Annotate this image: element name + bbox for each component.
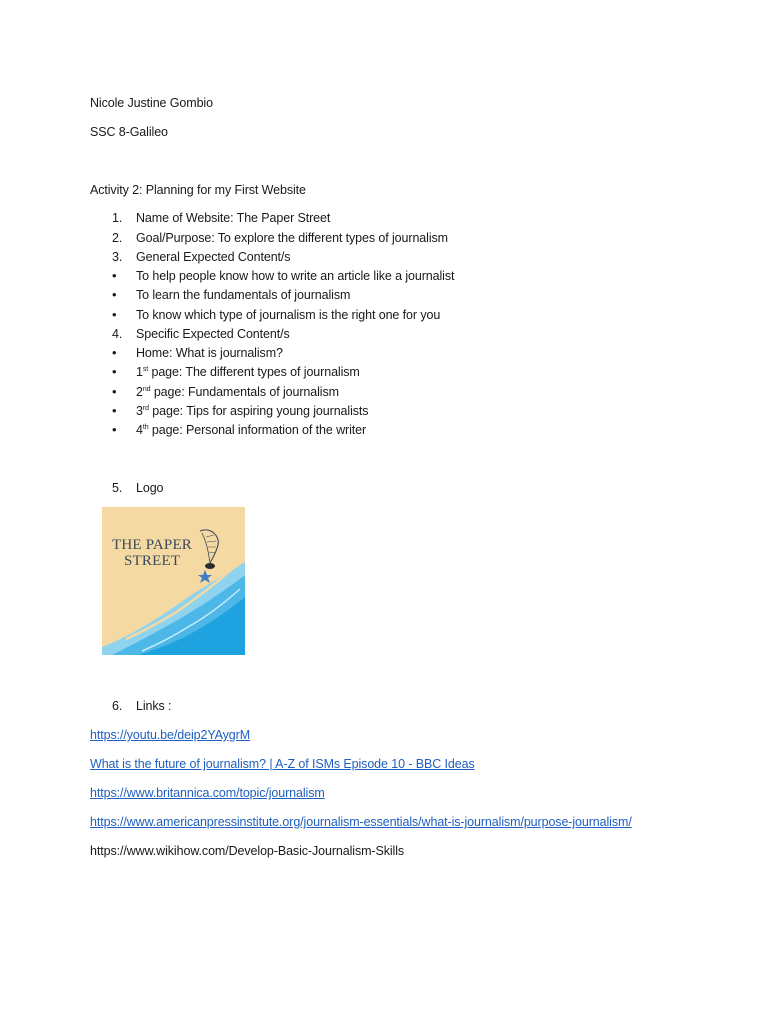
list-marker: 1.	[112, 211, 123, 225]
list-item-text: Logo	[136, 481, 164, 495]
list-item-website-name	[112, 210, 330, 226]
ordinal-suffix: nd	[142, 385, 151, 393]
list-marker: 4.	[112, 327, 123, 341]
link-youtube[interactable]: https://youtu.be/deip2YAygrM	[90, 728, 251, 742]
bullet-item	[112, 422, 366, 438]
list-marker: 3.	[112, 250, 123, 264]
bullet-item	[112, 403, 368, 419]
list-marker: 5.	[112, 481, 123, 495]
logo-text-line2: STREET	[124, 553, 181, 569]
section-name: SSC 8-Galileo	[90, 125, 168, 139]
bullet-item	[112, 384, 339, 400]
bullet-item	[112, 364, 360, 380]
list-item-text: Name of Website: The Paper Street	[136, 211, 331, 225]
logo-text-line1: THE PAPER	[112, 537, 193, 553]
author-name: Nicole Justine Gombio	[90, 96, 213, 110]
bullet-text: To help people know how to write an article like a journalist	[136, 269, 455, 283]
bullet-marker: •	[112, 422, 117, 437]
list-marker: 2.	[112, 231, 123, 245]
bullet-marker: •	[112, 268, 117, 283]
bullet-text: page: Personal information of the writer	[148, 423, 367, 437]
list-item-goal	[112, 230, 448, 246]
page-number: 1	[136, 365, 143, 379]
bullet-text: page: Fundamentals of journalism	[150, 385, 339, 399]
bullet-item	[112, 307, 440, 323]
bullet-text: page: The different types of journalism	[148, 365, 360, 379]
activity-title: Activity 2: Planning for my First Website	[90, 183, 306, 197]
page-number: 2	[136, 385, 143, 399]
bullet-text: page: Tips for aspiring young journalists	[148, 404, 369, 418]
list-marker: 6.	[112, 699, 123, 713]
list-item-logo	[112, 480, 163, 496]
list-item-specific-content	[112, 326, 290, 342]
link-britannica[interactable]: https://www.britannica.com/topic/journalism	[90, 786, 325, 800]
list-item-links	[112, 698, 171, 714]
bullet-marker: •	[112, 287, 117, 302]
list-item-text: Links :	[136, 699, 172, 713]
list-item-text: Specific Expected Content/s	[136, 327, 290, 341]
website-logo	[102, 507, 245, 655]
bullet-item	[112, 345, 283, 361]
bullet-item	[112, 268, 454, 284]
list-item-general-content	[112, 249, 290, 265]
link-bbc-ideas[interactable]: What is the future of journalism? | A-Z of ISMs Episode 10 - BBC Ideas	[90, 757, 475, 771]
bullet-marker: •	[112, 403, 117, 418]
link-wikihow-text: https://www.wikihow.com/Develop-Basic-Journalism-Skills	[90, 844, 405, 858]
bullet-item	[112, 287, 350, 303]
ordinal-suffix: st	[142, 365, 149, 373]
bullet-text: To know which type of journalism is the right one for you	[136, 308, 441, 322]
page-number: 4	[136, 423, 143, 437]
bullet-marker: •	[112, 364, 117, 379]
list-item-text: General Expected Content/s	[136, 250, 291, 264]
ordinal-suffix: rd	[142, 404, 149, 412]
bullet-marker: •	[112, 384, 117, 399]
bullet-text: Home: What is journalism?	[136, 346, 283, 360]
list-item-text: Goal/Purpose: To explore the different types of journalism	[136, 231, 448, 245]
bullet-marker: •	[112, 307, 117, 322]
bullet-marker: •	[112, 345, 117, 360]
ordinal-suffix: th	[142, 423, 149, 431]
page-number: 3	[136, 404, 143, 418]
bullet-text: To learn the fundamentals of journalism	[136, 288, 351, 302]
link-american-press-institute[interactable]: https://www.americanpressinstitute.org/journalism-essentials/what-is-journalism/purpose-journalism/	[90, 815, 632, 829]
